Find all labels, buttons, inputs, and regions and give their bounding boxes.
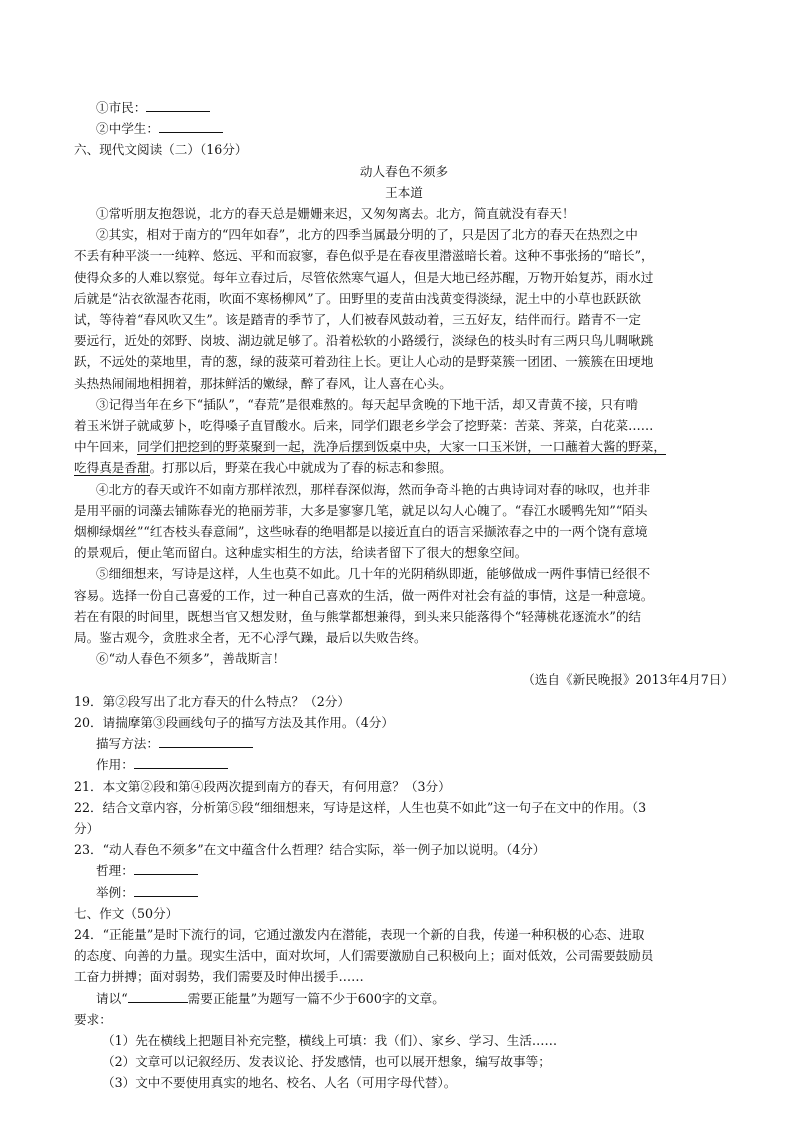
requirement-item: （3）文中不要使用真实的地名、校名、人名（可用字母代替）。 <box>102 1075 457 1091</box>
paragraph-line: 不丢有种平淡一一纯粹、悠远、平和而寂寥，春色似乎是在春夜里潜滋暗长着。这种不事张扬的“暗长”， <box>74 248 654 264</box>
plain-text: 中午回来， <box>74 439 137 455</box>
answer-blank[interactable] <box>146 97 210 112</box>
paragraph-line: ⑤细细想来，写诗是这样，人生也莫不如此。几十年的光阴稍纵即逝，能够做成一两件事情已经很不 <box>96 566 651 582</box>
question-24-line: 工奋力拼搏；面对弱势，我们需要及时伸出援手…… <box>74 969 364 985</box>
answer-blank[interactable] <box>134 754 228 769</box>
composition-prompt <box>74 988 734 1009</box>
answer-item-example <box>74 882 734 903</box>
answer-label: ②中学生： <box>96 121 159 137</box>
answer-label: ①市民： <box>96 100 147 115</box>
answer-item-student <box>74 118 734 139</box>
paragraph-line: ③记得当年在乡下“插队”，“春荒”是很难熬的。每天起早贪晚的下地干活，却又青黄不接，只有啃 <box>96 396 639 412</box>
question-22: 22．结合文章内容，分析第⑤段“细细想来，写诗是这样，人生也莫不如此”这一句子在文中的作用。（3 <box>74 799 647 815</box>
paragraph-line: 后就是“沾衣欲湿杏花雨，吹面不寒杨柳风”了。田野里的麦苗由浅黄变得淡绿，泥土中的小草也跃跃欲 <box>74 290 642 306</box>
plain-text: 。打那以后，野菜在我心中就成为了春的标志和参照。 <box>149 460 452 476</box>
question-24-line: 的态度、向善的力量。现实生活中，面对坎坷，人们需要激励自己积极向上；面对低效，公司需要鼓励员 <box>74 948 654 964</box>
answer-label: 举例： <box>96 884 134 900</box>
requirement-item: （2）文章可以记叙经历、发表议论、抒发感情，也可以展开想象，编写故事等； <box>102 1054 551 1070</box>
paragraph-line: 局。鉴古观今，贪胜求全者，无不心浮气躁，最后以失败告终。 <box>74 630 427 646</box>
question-24-line: 24．“正能量”是时下流行的词，它通过激发内在潜能，表现一个新的自我，传递一种积极的心态、进取 <box>74 926 645 942</box>
paragraph-2 <box>74 224 734 394</box>
answer-blank[interactable] <box>159 118 223 133</box>
question-19: 19．第②段写出了北方春天的什么特点？（2分） <box>74 693 350 709</box>
answer-blank[interactable] <box>159 733 253 748</box>
answer-item-effect <box>74 754 734 775</box>
paragraph-line: 是用平丽的词藻去铺陈春光的艳丽芳菲，大多是寥寥几笔，就足以勾人心魄了。“春江水暖鸭先知”“陌头 <box>74 502 648 518</box>
prompt-text: 需要正能量”为题写一篇不少于600字的文章。 <box>187 990 445 1006</box>
paragraph-line: 试，等待着“春风吹又生”。该是踏青的季节了，人们被春风鼓动着，三五好友，结伴而行。踏青不一定 <box>74 312 642 328</box>
question-23: 23．“动人春色不须多”在文中蕴含什么哲理？结合实际，举一例子加以说明。（4分） <box>74 842 546 858</box>
article-author: 王本道 <box>385 184 423 200</box>
paragraph-3 <box>74 394 734 479</box>
question-21: 21．本文第②段和第④段两次提到南方的春天，有何用意？（3分） <box>74 778 451 794</box>
paragraph-line: 若在有限的时间里，既想当官又想发财，鱼与熊掌都想兼得，到头来只能落得个“轻薄桃花逐流水”的结 <box>74 608 642 624</box>
answer-item-citizen <box>74 97 734 118</box>
paragraph-line: 烟柳绿烟丝”“红杏枝头春意闹”，这些咏春的绝唱都是以接近直白的语言采撷浓春之中的一两个饶有意境 <box>74 524 648 540</box>
paragraph-line: 要远行，近处的郊野、岗坡、湖边就足够了。沿着松软的小路缓行，淡绿色的枝头时有三两只鸟儿啁啾跳 <box>74 333 654 349</box>
answer-blank[interactable] <box>134 860 198 875</box>
answer-item-method <box>74 733 734 754</box>
paragraph-1: ①常听朋友抱怨说，北方的春天总是姗姗来迟，又匆匆离去。北方，简直就没有春天！ <box>96 206 575 222</box>
paragraph-4 <box>74 479 734 564</box>
paragraph-5 <box>74 563 734 648</box>
paragraph-line <box>74 436 734 457</box>
prompt-text: 请以“ <box>96 990 128 1006</box>
paragraph-line: 头热热闹闹地相拥着，那抹鲜活的嫩绿，醉了春风，让人喜在心头。 <box>74 375 452 391</box>
paragraph-6: ⑥“动人春色不须多”，善哉斯言！ <box>96 651 286 667</box>
paragraph-line: 使得众多的人难以察觉。每年立春过后，尽管依然寒气逼人，但是大地已经苏醒，万物开始复苏，雨水过 <box>74 269 654 285</box>
requirements-label: 要求： <box>74 1011 112 1027</box>
requirement-item: （1）先在横线上把题目补充完整，横线上可填：我（们）、家乡、学习、生活…… <box>102 1032 558 1048</box>
exam-page <box>74 97 734 1094</box>
paragraph-line: 容易。选择一份自己喜爱的工作，过一种自己喜欢的生活，做一两件对社会有益的事情，这是一种意境。 <box>74 587 654 603</box>
section-heading-composition: 七、作文（50分） <box>74 905 179 921</box>
answer-label: 哲理： <box>96 863 134 879</box>
paragraph-line: 的景观后，便止笔而留白。这种虚实相生的方法，给读者留下了很大的想象空间。 <box>74 545 528 561</box>
underlined-sentence: 吃得真是香甜 <box>74 460 150 476</box>
answer-blank[interactable] <box>134 882 198 897</box>
question-20: 20．请揣摩第③段画线句子的描写方法及其作用。（4分） <box>74 714 394 730</box>
paragraph-line: ②其实，相对于南方的“四年如春”，北方的四季当属最分明的了，只是因了北方的春天在热烈之中 <box>96 227 638 243</box>
answer-label: 作用： <box>96 757 134 773</box>
section-heading-reading: 六、现代文阅读（二）（16分） <box>74 142 248 158</box>
answer-item-philosophy <box>74 860 734 881</box>
article-source: （选自《新民晚报》2013年4月7日） <box>522 672 734 688</box>
underlined-sentence: 同学们把挖到的野菜聚到一起，洗净后摆到饭桌中央，大家一口玉米饼，一口蘸着大酱的野菜， <box>136 439 666 455</box>
article-title: 动人春色不须多 <box>359 163 449 179</box>
paragraph-line: ④北方的春天或许不如南方那样浓烈，那样春深似海，然而争奇斗艳的古典诗词对春的咏叹，也并非 <box>96 481 651 497</box>
paragraph-line: 着玉米饼子就咸萝卜，吃得嗓子直冒酸水。后来，同学们跟老乡学会了挖野菜：苦菜、荠菜，白花菜…… <box>74 418 654 434</box>
question-22-cont: 分） <box>74 820 100 836</box>
paragraph-line: 跃，不远处的菜地里，青的葱，绿的菠菜可着劲往上长。更让人心动的是野菜簇一团团、一簇簇在田埂地 <box>74 354 654 370</box>
title-blank[interactable] <box>128 988 188 1003</box>
paragraph-line <box>74 457 734 478</box>
answer-label: 描写方法： <box>96 736 159 752</box>
